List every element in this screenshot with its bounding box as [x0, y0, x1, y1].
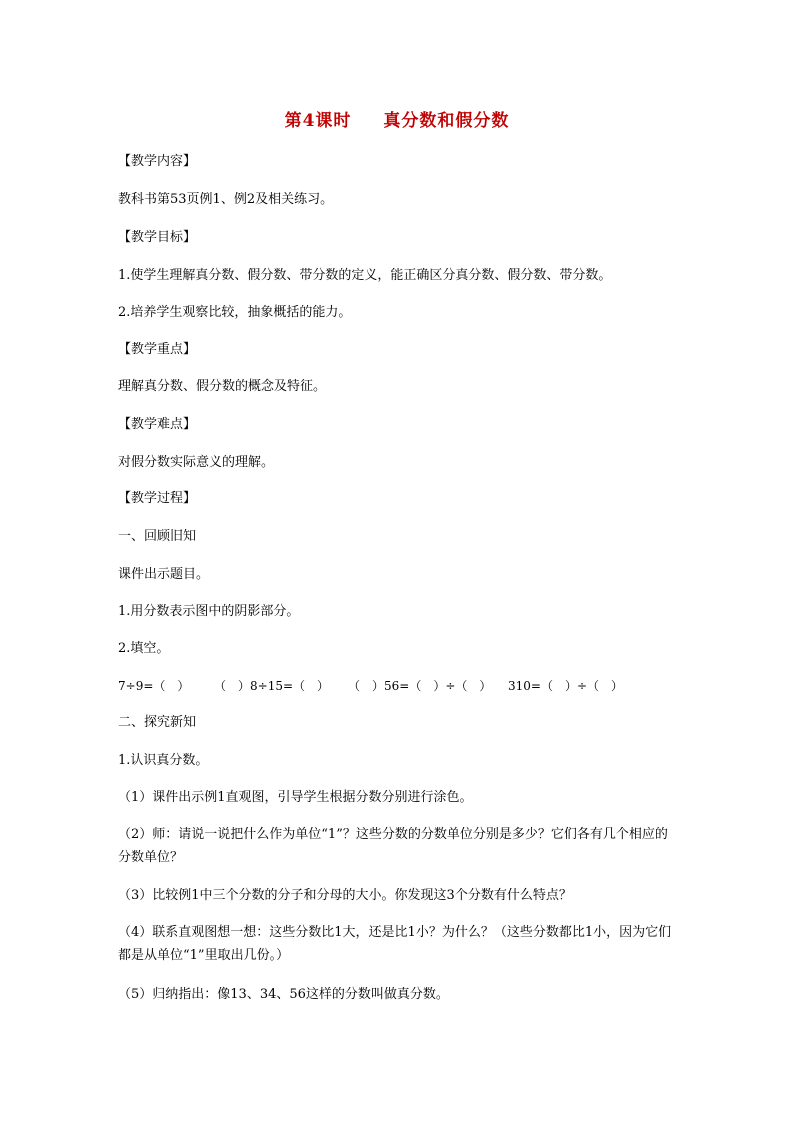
subsection-proper-fraction: 1.认识真分数。	[118, 753, 209, 768]
section-explore: 二、探究新知	[118, 715, 197, 730]
paragraph-2: （2）师：请说一说把什么作为单位“1”？这些分数的分数单位分别是多少？它们各有几个相应的分数单位？	[118, 827, 668, 865]
paragraph-1: （1）课件出示例1直观图，引导学生根据分数分别进行涂色。	[118, 790, 473, 805]
lesson-title	[0, 106, 794, 131]
fill-item-d: 310=（ ）÷（ ）	[508, 679, 624, 693]
question-2: 2.填空。	[118, 641, 170, 656]
paragraph-4: （4）联系直观图想一想：这些分数比1大，还是比1小？为什么？（这些分数都比1小，因为它们都是从单位“1”里取出几份。）	[118, 925, 672, 963]
goal-2: 2.培养学生观察比较，抽象概括的能力。	[118, 305, 352, 320]
paragraph-3: （3）比较例1中三个分数的分子和分母的大小。你发现这3个分数有什么特点？	[118, 888, 572, 903]
key-text: 理解真分数、假分数的概念及特征。	[118, 379, 327, 394]
question-1: 1.用分数表示图中的阴影部分。	[118, 604, 300, 619]
lesson-topic: 真分数和假分数	[383, 111, 510, 131]
content-text: 教科书第53页例1、例2及相关练习。	[118, 192, 334, 207]
section-review: 一、回顾旧知	[118, 529, 197, 544]
heading-key: 【教学重点】	[118, 342, 197, 357]
fill-item-b: （ ）8÷15=（ ）	[214, 679, 330, 693]
show-task: 课件出示题目。	[118, 567, 210, 582]
lesson-number: 第4课时	[284, 111, 352, 131]
paragraph-5: （5）归纳指出：像13、34、56这样的分数叫做真分数。	[118, 987, 449, 1002]
fill-blanks-row	[118, 677, 623, 695]
heading-content: 【教学内容】	[118, 154, 197, 169]
goal-1: 1.使学生理解真分数、假分数、带分数的定义，能正确区分真分数、假分数、带分数。	[118, 268, 612, 283]
heading-process: 【教学过程】	[118, 491, 197, 506]
heading-goals: 【教学目标】	[118, 230, 197, 245]
fill-item-c: （ ）56=（ ）÷（ ）	[348, 679, 492, 693]
fill-item-a: 7÷9=（ ）	[118, 679, 190, 693]
heading-difficult: 【教学难点】	[118, 417, 197, 432]
difficult-text: 对假分数实际意义的理解。	[118, 455, 275, 470]
